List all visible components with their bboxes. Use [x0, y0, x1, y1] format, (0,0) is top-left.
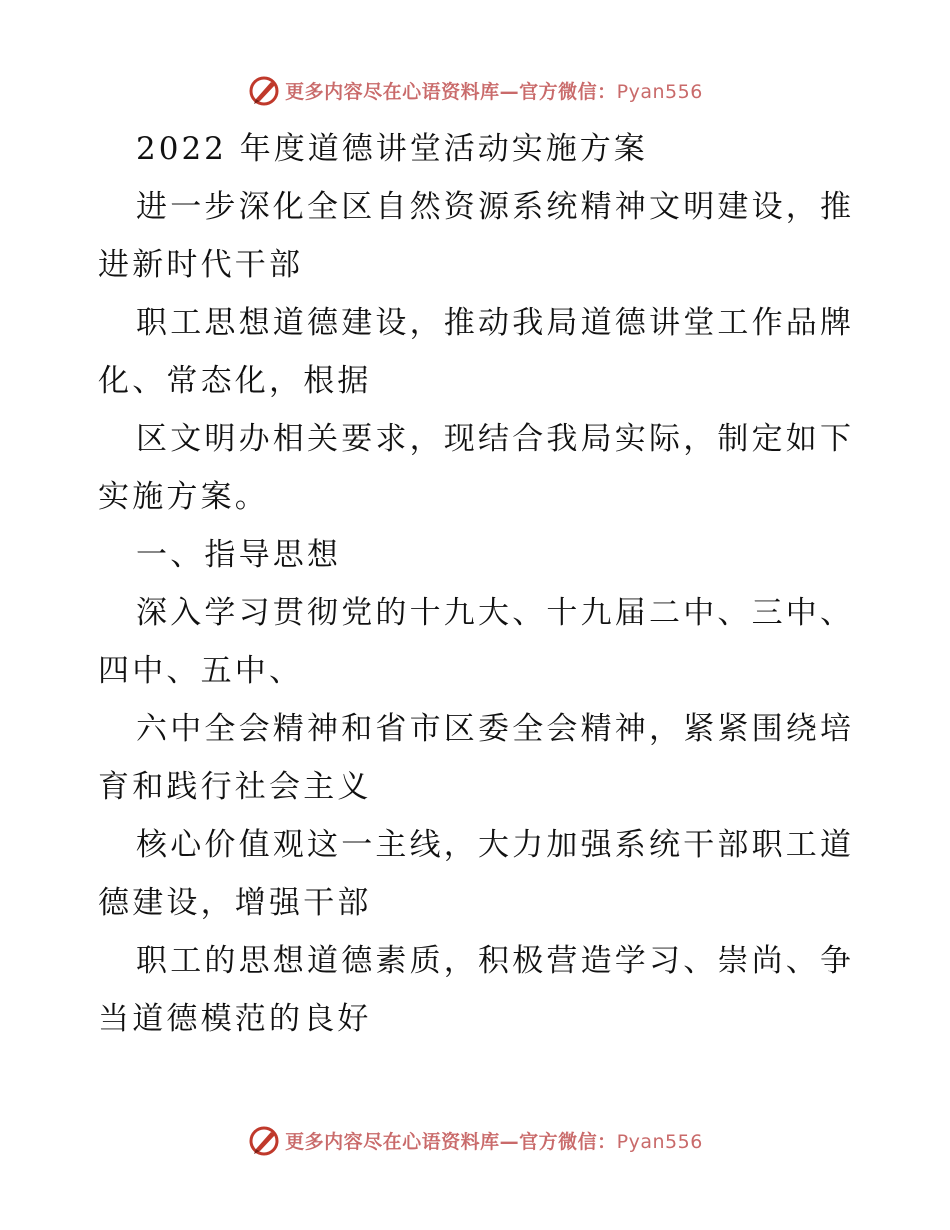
paragraph-line: 六中全会精神和省市区委全会精神，紧紧围绕培 [136, 711, 855, 747]
watermark-wechat-id: Pyan556 [616, 80, 703, 103]
document-title: 2022 年度道德讲堂活动实施方案 [136, 131, 648, 167]
watermark-wechat-id: Pyan556 [616, 1130, 703, 1153]
paragraph-line: 进新时代干部 [98, 247, 304, 283]
paragraph-line: 四中、五中、 [98, 653, 304, 689]
section-heading: 一、指导思想 [136, 537, 342, 573]
document-body [98, 120, 858, 1048]
header-watermark [0, 70, 950, 110]
watermark-text [285, 1127, 703, 1154]
paragraph-line: 德建设，增强干部 [98, 885, 372, 921]
watermark-slogan: 更多内容尽在心语资料库—官方微信： [285, 80, 617, 103]
paragraph-line: 职工的思想道德素质，积极营造学习、崇尚、争 [136, 943, 855, 979]
footer-watermark [0, 1120, 950, 1160]
paragraph-line: 当道德模范的良好 [98, 1001, 372, 1037]
paragraph-line: 核心价值观这一主线，大力加强系统干部职工道 [136, 827, 855, 863]
pen-logo-icon [247, 1123, 281, 1157]
watermark-slogan: 更多内容尽在心语资料库—官方微信： [285, 1130, 617, 1153]
paragraph-line: 进一步深化全区自然资源系统精神文明建设，推 [136, 189, 855, 225]
paragraph-line: 深入学习贯彻党的十九大、十九届二中、三中、 [136, 595, 855, 631]
watermark-text [285, 77, 703, 104]
paragraph-line: 实施方案。 [98, 479, 269, 515]
paragraph-line: 化、常态化，根据 [98, 363, 372, 399]
paragraph-line: 育和践行社会主义 [98, 769, 372, 805]
pen-logo-icon [247, 73, 281, 107]
paragraph-line: 区文明办相关要求，现结合我局实际，制定如下 [136, 421, 855, 457]
paragraph-line: 职工思想道德建设，推动我局道德讲堂工作品牌 [136, 305, 855, 341]
